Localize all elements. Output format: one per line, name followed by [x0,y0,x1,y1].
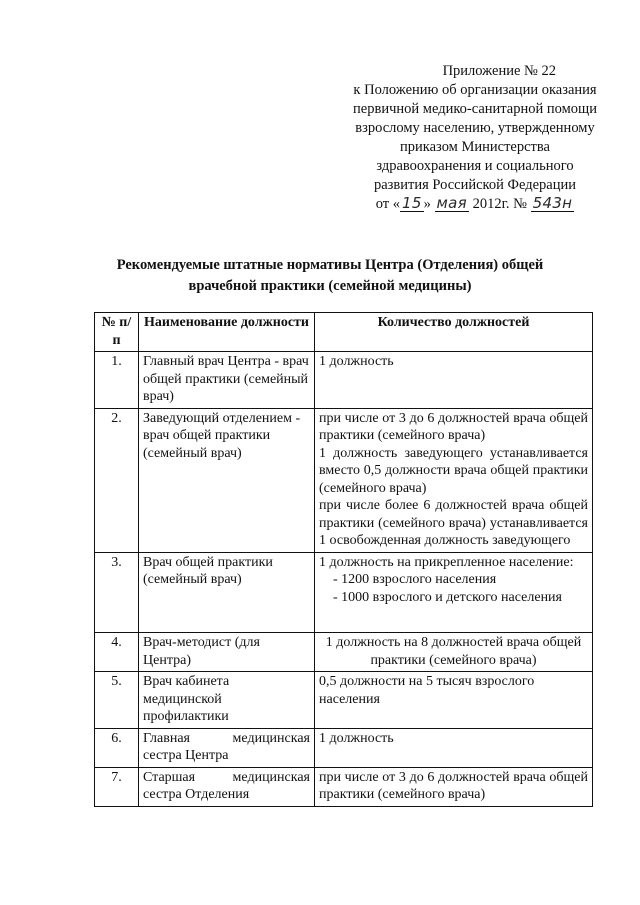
row-number: 7. [95,767,139,806]
count-line: 0,5 должности на 5 тысяч взрослого населения [319,674,535,707]
count-line: - 1000 взрослого и детского населения [333,589,562,605]
position-count [315,728,593,767]
annex-line: приказом Министерства [400,139,550,155]
position-name: Врач-методист (для Центра) [139,633,315,672]
header-count: Количество должностей [315,313,593,352]
count-line: при числе от 3 до 6 должностей врача общей практики (семейного врача) [319,769,588,802]
row-number: 1. [95,352,139,409]
title-line-2: врачебной практики (семейной медицины) [188,278,472,294]
count-line: 1 должность на 8 должностей врача общей практики (семейного врача) [325,635,582,668]
order-date-line [330,195,620,214]
position-count [315,552,593,633]
header-num: № п/п [95,313,139,352]
count-line: 1 должность на прикрепленное население: [319,554,574,570]
annex-line: здравоохранения и социального [376,158,574,174]
position-name: Врач кабинета медицинской профилактики [139,672,315,729]
staffing-table [94,312,593,807]
row-number: 4. [95,633,139,672]
table-row [95,767,593,806]
count-line: при числе более 6 должностей врача общей практики (семейного врача) устанавливается 1 освобожденная должность заведующего [319,498,588,548]
position-count [315,767,593,806]
position-name: Главный врач Центра - врач общей практики (семейный врач) [139,352,315,409]
title-line-1: Рекомендуемые штатные нормативы Центра (Отделения) общей [116,257,544,273]
table-row [95,552,593,633]
header-position: Наименование должности [139,313,315,352]
row-number: 5. [95,672,139,729]
row-number: 6. [95,728,139,767]
table-row [95,352,593,409]
position-count [315,672,593,729]
count-line: 1 должность [319,354,394,369]
annex-number: Приложение № 22 [442,63,556,79]
position-name: Заведующий отделением - врач общей практики (семейный врач) [139,408,315,552]
annex-line: первичной медико-санитарной помощи [353,101,597,117]
position-count [315,633,593,672]
position-count [315,408,593,552]
count-line: 1 должность заведующего устанавливается вместо 0,5 должности врача общей практики (семейного врача) [319,445,588,496]
handwritten-month: мая [436,194,467,212]
document-title [60,255,600,297]
annex-line: взрослому населению, утвержденному [355,120,595,136]
table-row [95,408,593,552]
table-row [95,672,593,729]
position-name: Старшая медицинская сестра Отделения [139,767,315,806]
date-mid: » [423,196,435,212]
table-row [95,633,593,672]
date-prefix: от « [375,196,400,212]
count-line: при числе от 3 до 6 должностей врача общей практики (семейного врача) [319,410,588,443]
count-line: 1 должность [319,730,394,746]
count-line: - 1200 взрослого населения [333,572,497,587]
date-year: 2012г. № [468,196,531,212]
handwritten-order-number: 543н [532,194,573,212]
table-row [95,728,593,767]
table-header-row [95,313,593,352]
handwritten-day: 15 [401,194,422,212]
position-name: Врач общей практики (семейный врач) [139,552,315,633]
position-count [315,352,593,409]
annex-line: развития Российской Федерации [374,177,576,193]
position-name: Главная медицинская сестра Центра [139,728,315,767]
row-number: 2. [95,408,139,552]
annex-block [330,62,620,214]
row-number: 3. [95,552,139,633]
annex-line: к Положению об организации оказания [353,82,597,98]
